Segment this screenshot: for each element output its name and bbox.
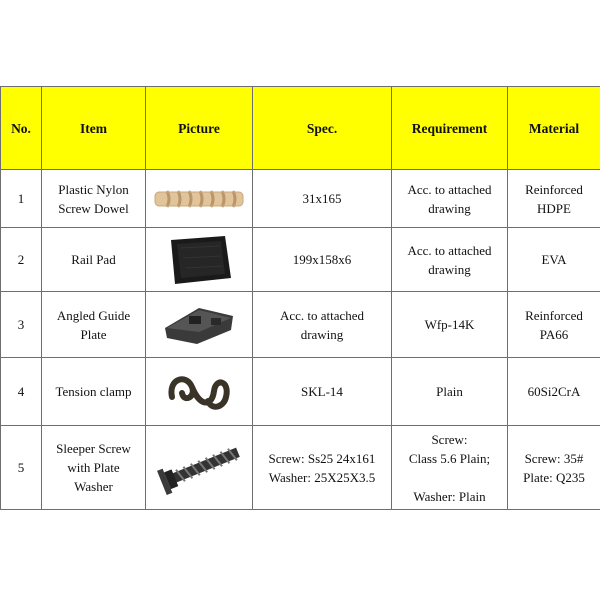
table-row: [1, 228, 600, 292]
requirement-cell: [392, 426, 508, 510]
requirement-line: drawing: [428, 200, 471, 216]
item-line: Plate: [80, 326, 107, 342]
item-line: Screw Dowel: [58, 200, 129, 216]
table-row: [1, 358, 600, 426]
no-cell: 4: [1, 358, 42, 426]
requirement-cell: [392, 228, 508, 292]
header-no: No.: [1, 87, 42, 170]
requirement-cell: [392, 358, 508, 426]
item-cell: [42, 292, 146, 358]
header-material: Material: [508, 87, 600, 170]
requirement-line: drawing: [428, 261, 471, 277]
requirement-line: Acc. to attached: [407, 181, 492, 197]
tension-clamp-icon: [148, 367, 250, 417]
spec-cell: [253, 426, 392, 510]
requirement-line: Wfp-14K: [424, 317, 475, 332]
header-spec: Spec.: [253, 87, 392, 170]
requirement-line: Class 5.6 Plain;: [408, 450, 491, 466]
item-line: Tension clamp: [55, 384, 132, 399]
item-cell: [42, 170, 146, 228]
spec-cell: [253, 292, 392, 358]
spec-line: Washer: 25X25X3.5: [268, 469, 376, 485]
nylon-dowel-icon: [148, 187, 250, 211]
item-cell: [42, 426, 146, 510]
material-line: Reinforced: [525, 307, 583, 323]
item-line: Plastic Nylon: [58, 181, 129, 197]
material-line: EVA: [541, 252, 567, 267]
requirement-cell: [392, 292, 508, 358]
header-requirement: Requirement: [392, 87, 508, 170]
material-cell: [508, 358, 600, 426]
requirement-line: Plain: [436, 384, 463, 399]
item-line: Rail Pad: [71, 252, 116, 267]
spec-line: 31x165: [302, 191, 342, 206]
item-cell: [42, 358, 146, 426]
item-cell: [42, 228, 146, 292]
material-line: HDPE: [537, 200, 571, 216]
requirement-line: Screw:: [431, 431, 468, 447]
header-item: Item: [42, 87, 146, 170]
spec-cell: [253, 170, 392, 228]
spec-table: [0, 86, 600, 510]
material-cell: [508, 426, 600, 510]
item-line: Sleeper Screw: [56, 441, 131, 456]
spec-cell: [253, 358, 392, 426]
material-cell: [508, 292, 600, 358]
no-cell: 3: [1, 292, 42, 358]
no-cell: 5: [1, 426, 42, 510]
spec-line: 199x158x6: [292, 252, 352, 267]
material-line: Reinforced: [525, 181, 583, 197]
picture-cell: [146, 426, 253, 510]
item-line: with Plate: [67, 460, 120, 475]
material-line: Screw: 35#: [524, 450, 584, 466]
item-line: Washer: [74, 479, 113, 494]
guide-plate-icon: [148, 302, 250, 348]
spec-line: drawing: [300, 326, 344, 342]
picture-cell: [146, 228, 253, 292]
picture-cell: [146, 358, 253, 426]
material-line: Plate: Q235: [523, 469, 585, 485]
spec-cell: [253, 228, 392, 292]
table-row: [1, 292, 600, 358]
requirement-line: Washer: Plain: [413, 488, 486, 504]
header-row: [1, 87, 600, 170]
requirement-line: [394, 468, 505, 487]
table-row: [1, 170, 600, 228]
material-cell: [508, 228, 600, 292]
material-line: PA66: [539, 326, 569, 342]
requirement-line: Acc. to attached: [407, 242, 492, 258]
spec-line: Screw: Ss25 24x161: [268, 450, 376, 466]
picture-cell: [146, 292, 253, 358]
header-picture: Picture: [146, 87, 253, 170]
item-line: Angled Guide: [56, 307, 131, 323]
sleeper-screw-icon: [148, 441, 250, 495]
spec-line: Acc. to attached: [279, 307, 365, 323]
material-line: 60Si2CrA: [527, 384, 581, 399]
no-cell: 2: [1, 228, 42, 292]
table-row: [1, 426, 600, 510]
spec-line: SKL-14: [301, 384, 343, 399]
no-cell: 1: [1, 170, 42, 228]
picture-cell: [146, 170, 253, 228]
rail-pad-icon: [148, 234, 250, 286]
requirement-cell: [392, 170, 508, 228]
material-cell: [508, 170, 600, 228]
